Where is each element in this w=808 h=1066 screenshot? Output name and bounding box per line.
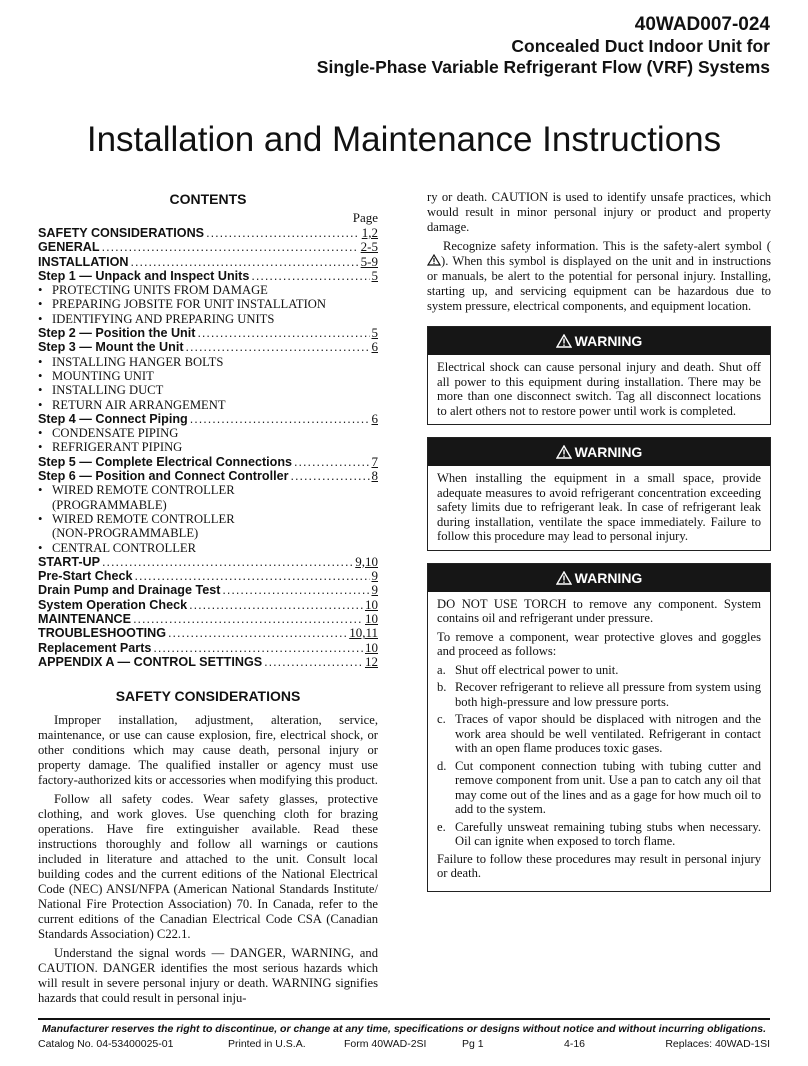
warning-body xyxy=(428,592,770,891)
toc-entry[interactable]: INSTALLATION ..... 5-9 xyxy=(38,255,378,269)
warning-header: WARNING xyxy=(428,564,770,592)
contents-page-label: Page xyxy=(352,210,378,225)
revision-date: 4-16 xyxy=(564,1038,586,1050)
safety-paragraph: Understand the signal words — DANGER, WARNING, and CAUTION. DANGER identifies the most serious hazards which will result in severe personal injury or death. WARNING signifies hazards that could result in personal inju- xyxy=(38,946,378,1006)
warning-box-refrigerant xyxy=(427,437,771,551)
warning-step: b. Recover refrigerant to relieve all pressure from system using both high-pressure and low pressure ports. xyxy=(437,680,761,709)
toc-entry[interactable]: Replacement Parts ..... 10 xyxy=(38,641,378,655)
warning-steps xyxy=(437,663,761,849)
safety-section-title: SAFETY CONSIDERATIONS xyxy=(115,688,301,705)
product-line-2: Single-Phase Variable Refrigerant Flow (VRF) Systems xyxy=(316,57,770,77)
warning-step: e. Carefully unsweat remaining tubing stubs when necessary. Oil can ignite when exposed to torch flame. xyxy=(437,819,761,848)
catalog-number: Catalog No. 04-53400025-01 xyxy=(38,1038,174,1050)
form-number: Form 40WAD-2SI xyxy=(344,1038,427,1050)
toc-subentry: • PREPARING JOBSITE FOR UNIT INSTALLATION xyxy=(38,297,326,312)
toc-subentry: • REFRIGERANT PIPING xyxy=(38,440,183,455)
warning-intro: To remove a component, wear protective gloves and goggles and proceed as follows: xyxy=(437,629,761,658)
toc-subentry: • WIRED REMOTE CONTROLLER xyxy=(38,511,235,526)
warning-step: a. Shut off electrical power to unit. xyxy=(437,662,619,677)
warning-triangle-icon xyxy=(556,571,572,585)
warning-triangle-icon xyxy=(556,334,572,348)
toc-entry[interactable]: Pre-Start Check ..... 9 xyxy=(38,569,378,583)
warning-outro: Failure to follow these procedures may result in personal injury or death. xyxy=(437,851,761,880)
warning-text: Electrical shock can cause personal injury and death. Shut off all power to this equipment during installation. There may be more than one disconnect switch. Tag all disconnect locations to alert others not to restore power until work is completed. xyxy=(437,360,761,418)
toc-subentry: • INSTALLING DUCT xyxy=(38,383,164,398)
toc-subentry-continued: (PROGRAMMABLE) xyxy=(52,497,167,512)
footer-notice: Manufacturer reserves the right to discontinue, or change at any time, specifications or designs without notice and without incurring obligations. xyxy=(41,1023,766,1035)
safety-alert-icon xyxy=(427,254,441,266)
printed-in: Printed in U.S.A. xyxy=(228,1038,306,1050)
safety-alert-paragraph: Recognize safety information. This is the safety-alert symbol (). When this symbol is displayed on the unit and in instructions or manuals, be alert to the potential for personal injury. Installing, starting up, and servicing equipment can be hazardous due to system pressure, electrical components, and equipment location. xyxy=(427,239,771,313)
warning-text: When installing the equipment in a small space, provide adequate measures to avoid refrigerant concentration exceeding safety limits due to refrigerant leak. In case of refrigerant leak during installation, ventilate the space immediately. Failure to follow this procedure may lead to personal injury. xyxy=(437,471,761,543)
toc-entry[interactable]: SAFETY CONSIDERATIONS ..... 1,2 xyxy=(38,226,378,240)
toc-entry[interactable]: Step 5 — Complete Electrical Connections ..... 7 xyxy=(38,455,378,469)
toc-entry[interactable]: System Operation Check ..... 10 xyxy=(38,598,378,612)
toc-subentry: • RETURN AIR ARRANGEMENT xyxy=(38,397,226,412)
toc-entry[interactable]: Drain Pump and Drainage Test ..... 9 xyxy=(38,583,378,597)
toc-entry[interactable]: APPENDIX A — CONTROL SETTINGS ..... 12 xyxy=(38,655,378,669)
toc-entry[interactable]: Step 1 — Unpack and Inspect Units ..... 5 xyxy=(38,269,378,283)
replaces-form: Replaces: 40WAD-1SI xyxy=(665,1038,770,1050)
warning-header: WARNING xyxy=(428,327,770,355)
safety-paragraph: Follow all safety codes. Wear safety glasses, protective clothing, and work gloves. Use quenching cloth for brazing operations. Have fire extinguisher available. Read these instructions thoroughly and follow all warnings or cautions included in literature and attached to the unit. Consult local building codes and the current editions of the National Electrical Code (NEC) ANSI/NFPA (American National Standards Institute/ National Fire Protection Association) 70. In Canada, refer to the current editions of the Canadian Electrical Code CSA (Canadian Standards Association) C22.1. xyxy=(38,792,378,942)
table-of-contents xyxy=(38,226,378,669)
toc-entry[interactable]: Step 3 — Mount the Unit ..... 6 xyxy=(38,340,378,354)
toc-subentry-continued: (NON-PROGRAMMABLE) xyxy=(52,526,199,541)
toc-subentry: • INSTALLING HANGER BOLTS xyxy=(38,354,224,369)
page-number: Pg 1 xyxy=(462,1038,484,1050)
model-number: 40WAD007-024 xyxy=(634,14,770,35)
toc-subentry: • IDENTIFYING AND PREPARING UNITS xyxy=(38,311,275,326)
toc-subentry: • WIRED REMOTE CONTROLLER xyxy=(38,483,235,498)
left-column xyxy=(38,190,378,1010)
toc-subentry: • MOUNTING UNIT xyxy=(38,368,154,383)
warning-triangle-icon xyxy=(556,445,572,459)
safety-paragraph: Improper installation, adjustment, alteration, service, maintenance, or use can cause explosion, fire, electrical shock, or other conditions which may cause death, personal injury or property damage. The qualified installer or agency must use factory-authorized kits or accessories when modifying this product. xyxy=(38,713,378,788)
contents-title: CONTENTS xyxy=(169,191,247,207)
toc-entry[interactable]: MAINTENANCE ..... 10 xyxy=(38,612,378,626)
product-line-1: Concealed Duct Indoor Unit for xyxy=(511,36,770,56)
toc-subentry: • CONDENSATE PIPING xyxy=(38,426,179,441)
warning-box-electrical xyxy=(427,326,771,425)
toc-subentry: • CENTRAL CONTROLLER xyxy=(38,540,197,555)
toc-entry[interactable]: Step 6 — Position and Connect Controller ..... 8 xyxy=(38,469,378,483)
document-title: Installation and Maintenance Instructions xyxy=(86,120,722,159)
toc-entry[interactable]: GENERAL ..... 2-5 xyxy=(38,240,378,254)
warning-header: WARNING xyxy=(428,438,770,466)
toc-entry[interactable]: TROUBLESHOOTING ..... 10,11 xyxy=(38,626,378,640)
warning-step: c. Traces of vapor should be displaced with nitrogen and the work area should be well ventilated. Refrigerant in contact with an open flame produces toxic gases. xyxy=(437,712,761,755)
toc-subentry: • PROTECTING UNITS FROM DAMAGE xyxy=(38,283,268,298)
toc-entry[interactable]: Step 2 — Position the Unit ..... 5 xyxy=(38,326,378,340)
warning-step: d. Cut component connection tubing with tubing cutter and remove component from unit. Use a pan to catch any oil that may come out of the lines and as a gage for how much oil to add to the system. xyxy=(437,758,761,816)
toc-entry[interactable]: START-UP ..... 9,10 xyxy=(38,555,378,569)
safety-paragraph-continued: ry or death. CAUTION is used to identify unsafe practices, which would result in minor personal injury or product and property damage. xyxy=(427,190,771,234)
toc-entry[interactable]: Step 4 — Connect Piping ..... 6 xyxy=(38,412,378,426)
right-column xyxy=(427,190,771,892)
footer-rule xyxy=(38,1018,770,1020)
warning-intro: DO NOT USE TORCH to remove any component. System contains oil and refrigerant under pressure. xyxy=(437,596,761,625)
warning-box-torch xyxy=(427,563,771,892)
document-header xyxy=(317,14,770,78)
